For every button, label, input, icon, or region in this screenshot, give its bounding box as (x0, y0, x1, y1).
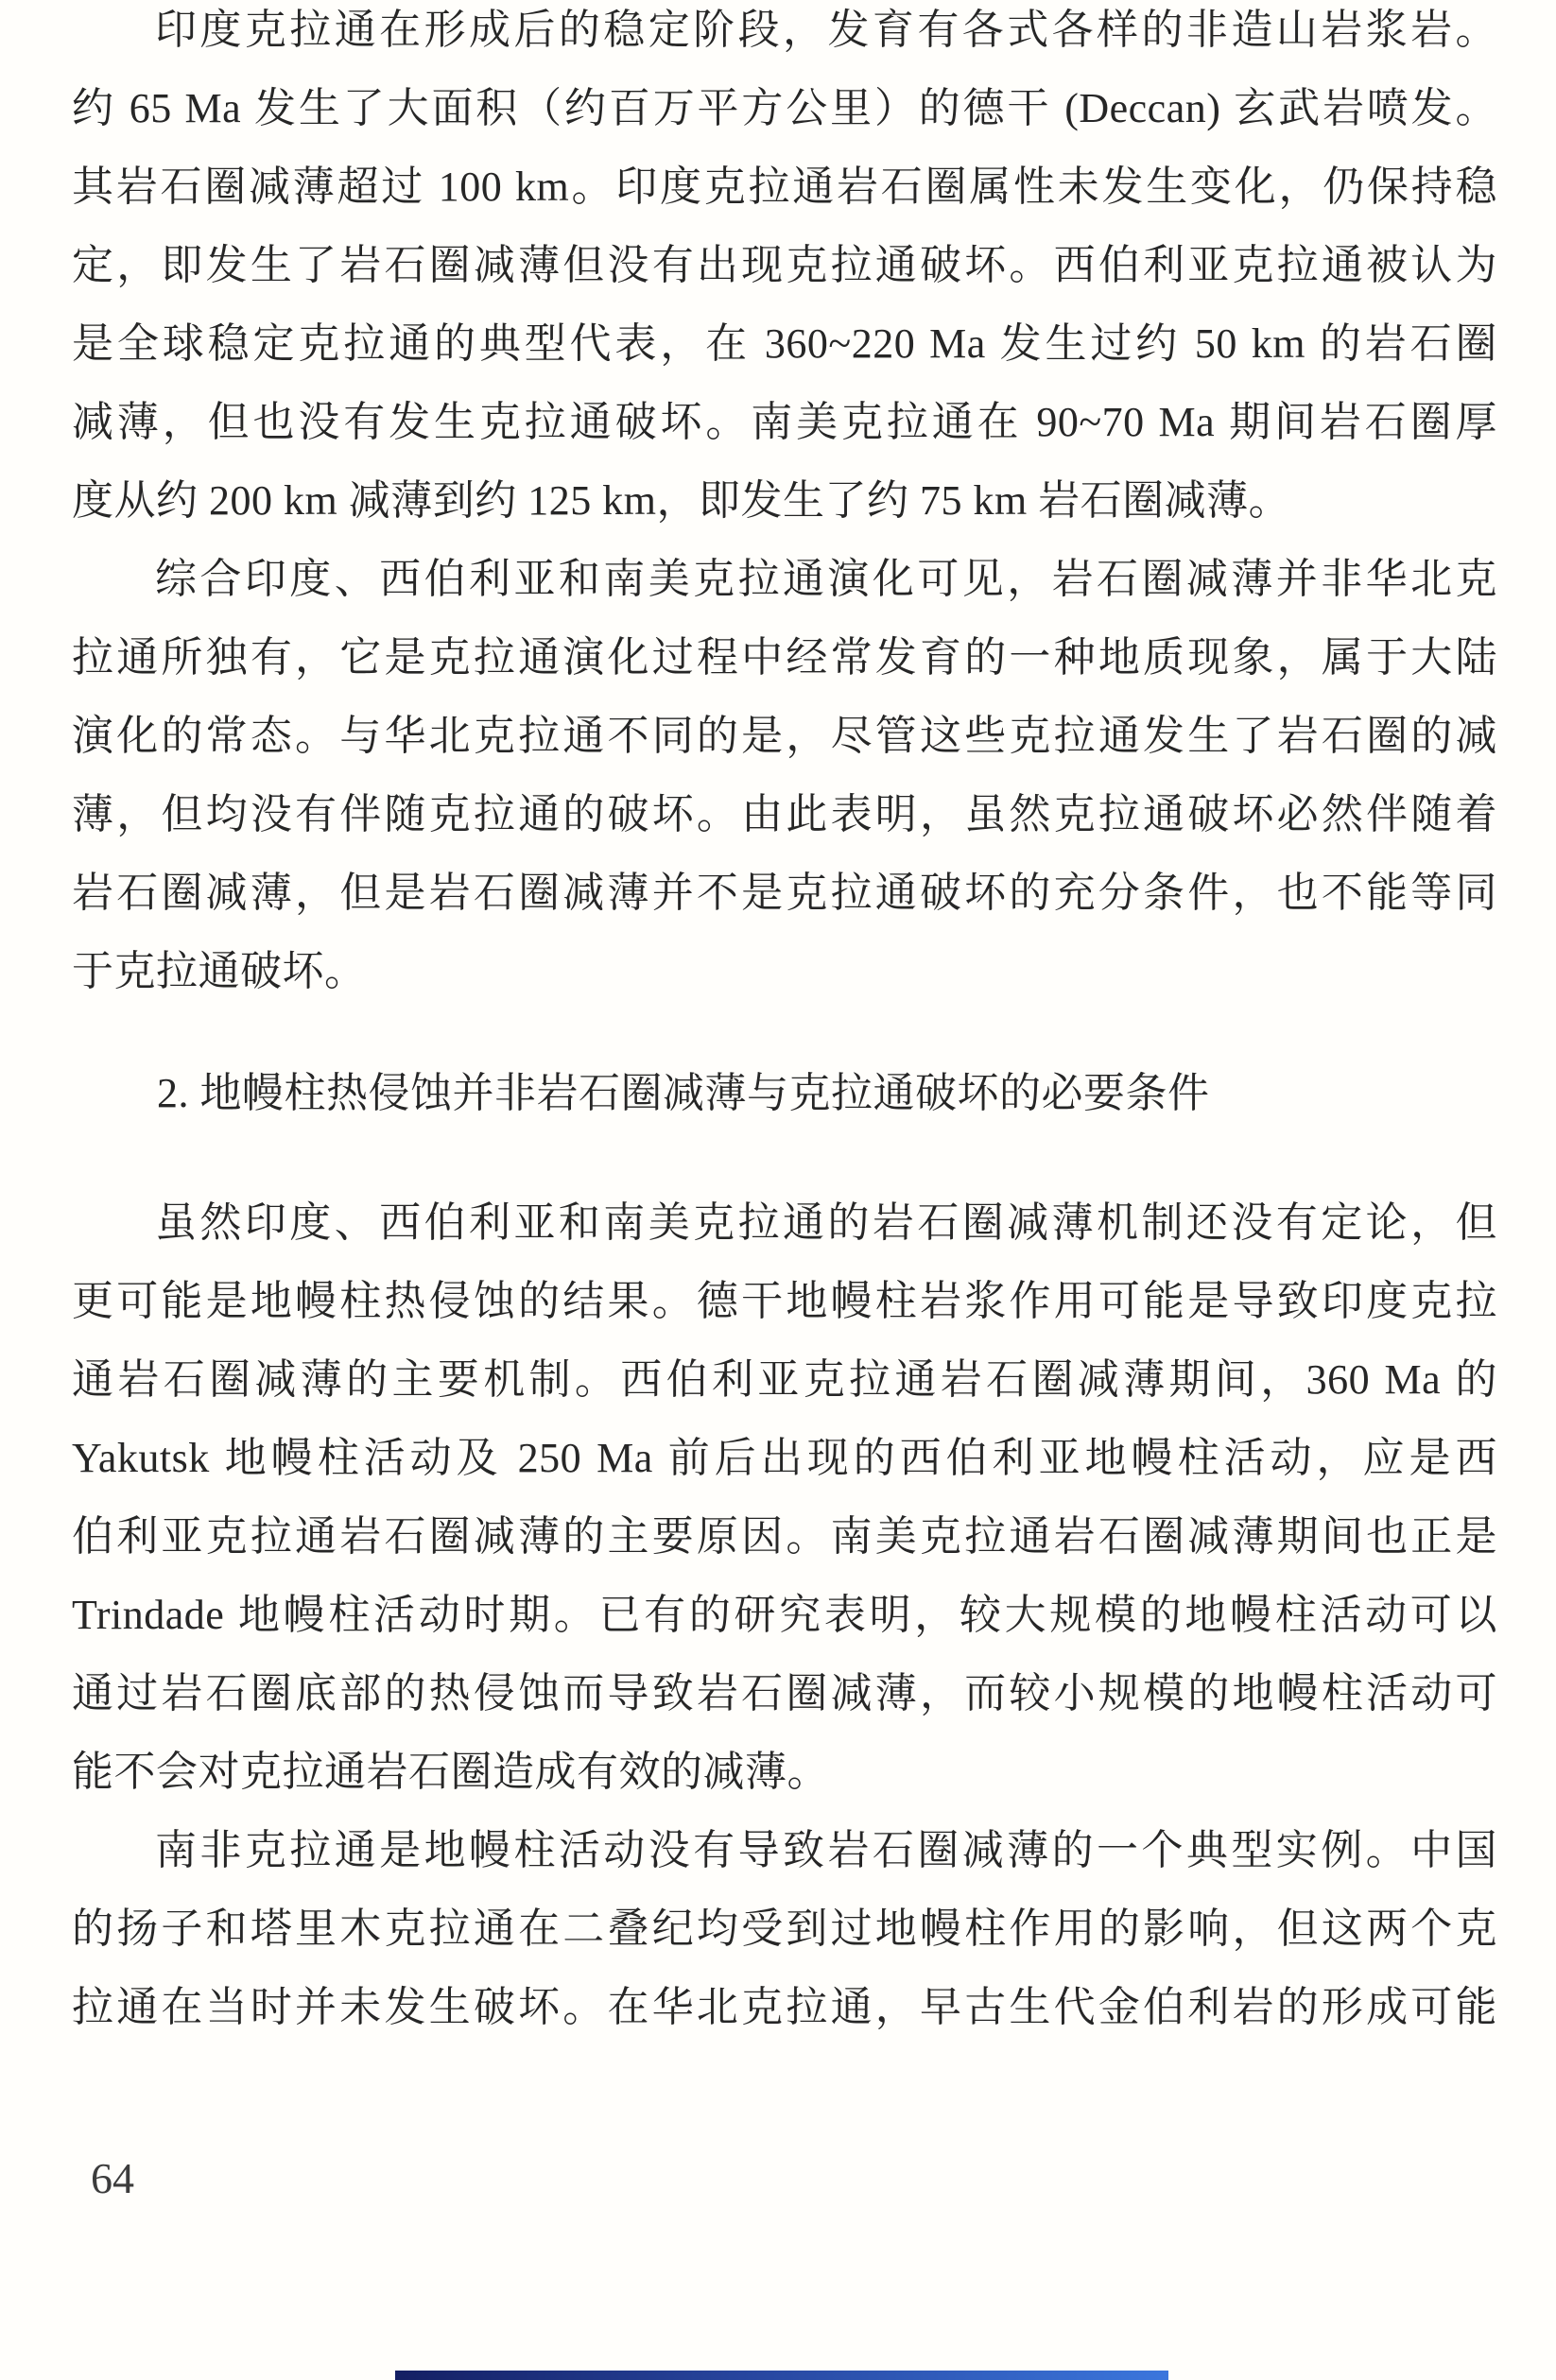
body-text (72, 0, 1497, 2046)
text-line: 岩石圈减薄，但是岩石圈减薄并不是克拉通破坏的充分条件，也不能等同 (72, 870, 1497, 916)
text-line: 约 65 Ma 发生了大面积（约百万平方公里）的德干 (Deccan) 玄武岩喷发。 (72, 85, 1497, 131)
text-line: Trindade 地幔柱活动时期。已有的研究表明，较大规模的地幔柱活动可以 (72, 1592, 1497, 1638)
text-line: 的扬子和塔里木克拉通在二叠纪均受到过地幔柱作用的影响，但这两个克 (72, 1906, 1497, 1952)
text-line: 印度克拉通在形成后的稳定阶段，发育有各式各样的非造山岩浆岩。 (155, 7, 1497, 53)
text-line: 度从约 200 km 减薄到约 125 km，即发生了约 75 km 岩石圈减薄。 (72, 477, 1291, 524)
text-line: 南非克拉通是地幔柱活动没有导致岩石圈减薄的一个典型实例。中国 (155, 1827, 1497, 1873)
text-line: 拉通在当时并未发生破坏。在华北克拉通，早古生代金伯利岩的形成可能 (72, 1984, 1497, 2030)
text-line: 是全球稳定克拉通的典型代表，在 360~220 Ma 发生过约 50 km 的岩石圈 (72, 320, 1497, 367)
page-number: 64 (91, 2154, 134, 2202)
text-line: 于克拉通破坏。 (72, 948, 367, 994)
text-line: 更可能是地幔柱热侵蚀的结果。德干地幔柱岩浆作用可能是导致印度克拉 (72, 1278, 1497, 1324)
text-line: 通过岩石圈底部的热侵蚀而导致岩石圈减薄，而较小规模的地幔柱活动可 (72, 1670, 1497, 1716)
section-heading: 2. 地幔柱热侵蚀并非岩石圈减薄与克拉通破坏的必要条件 (157, 1070, 1210, 1116)
text-line: 演化的常态。与华北克拉通不同的是，尽管这些克拉通发生了岩石圈的减 (72, 713, 1497, 759)
text-line: 减薄，但也没有发生克拉通破坏。南美克拉通在 90~70 Ma 期间岩石圈厚 (72, 399, 1497, 445)
text-line: 薄，但均没有伴随克拉通的破坏。由此表明，虽然克拉通破坏必然伴随着 (72, 791, 1497, 837)
text-line: 定，即发生了岩石圈减薄但没有出现克拉通破坏。西伯利亚克拉通被认为 (72, 242, 1497, 288)
text-line: 综合印度、西伯利亚和南美克拉通演化可见，岩石圈减薄并非华北克 (155, 556, 1497, 602)
text-line: 通岩石圈减薄的主要机制。西伯利亚克拉通岩石圈减薄期间，360 Ma 的 (72, 1356, 1497, 1403)
text-line: 伯利亚克拉通岩石圈减薄的主要原因。南美克拉通岩石圈减薄期间也正是 (72, 1513, 1497, 1560)
text-line: 其岩石圈减薄超过 100 km。印度克拉通岩石圈属性未发生变化，仍保持稳 (72, 164, 1497, 210)
reading-progress-bar[interactable] (395, 2371, 1168, 2380)
text-line: 能不会对克拉通岩石圈造成有效的减薄。 (72, 1749, 829, 1795)
text-line: 虽然印度、西伯利亚和南美克拉通的岩石圈减薄机制还没有定论，但 (155, 1199, 1497, 1246)
text-line: Yakutsk 地幔柱活动及 250 Ma 前后出现的西伯利亚地幔柱活动，应是西 (72, 1435, 1497, 1481)
text-line: 拉通所独有，它是克拉通演化过程中经常发育的一种地质现象，属于大陆 (72, 634, 1497, 681)
